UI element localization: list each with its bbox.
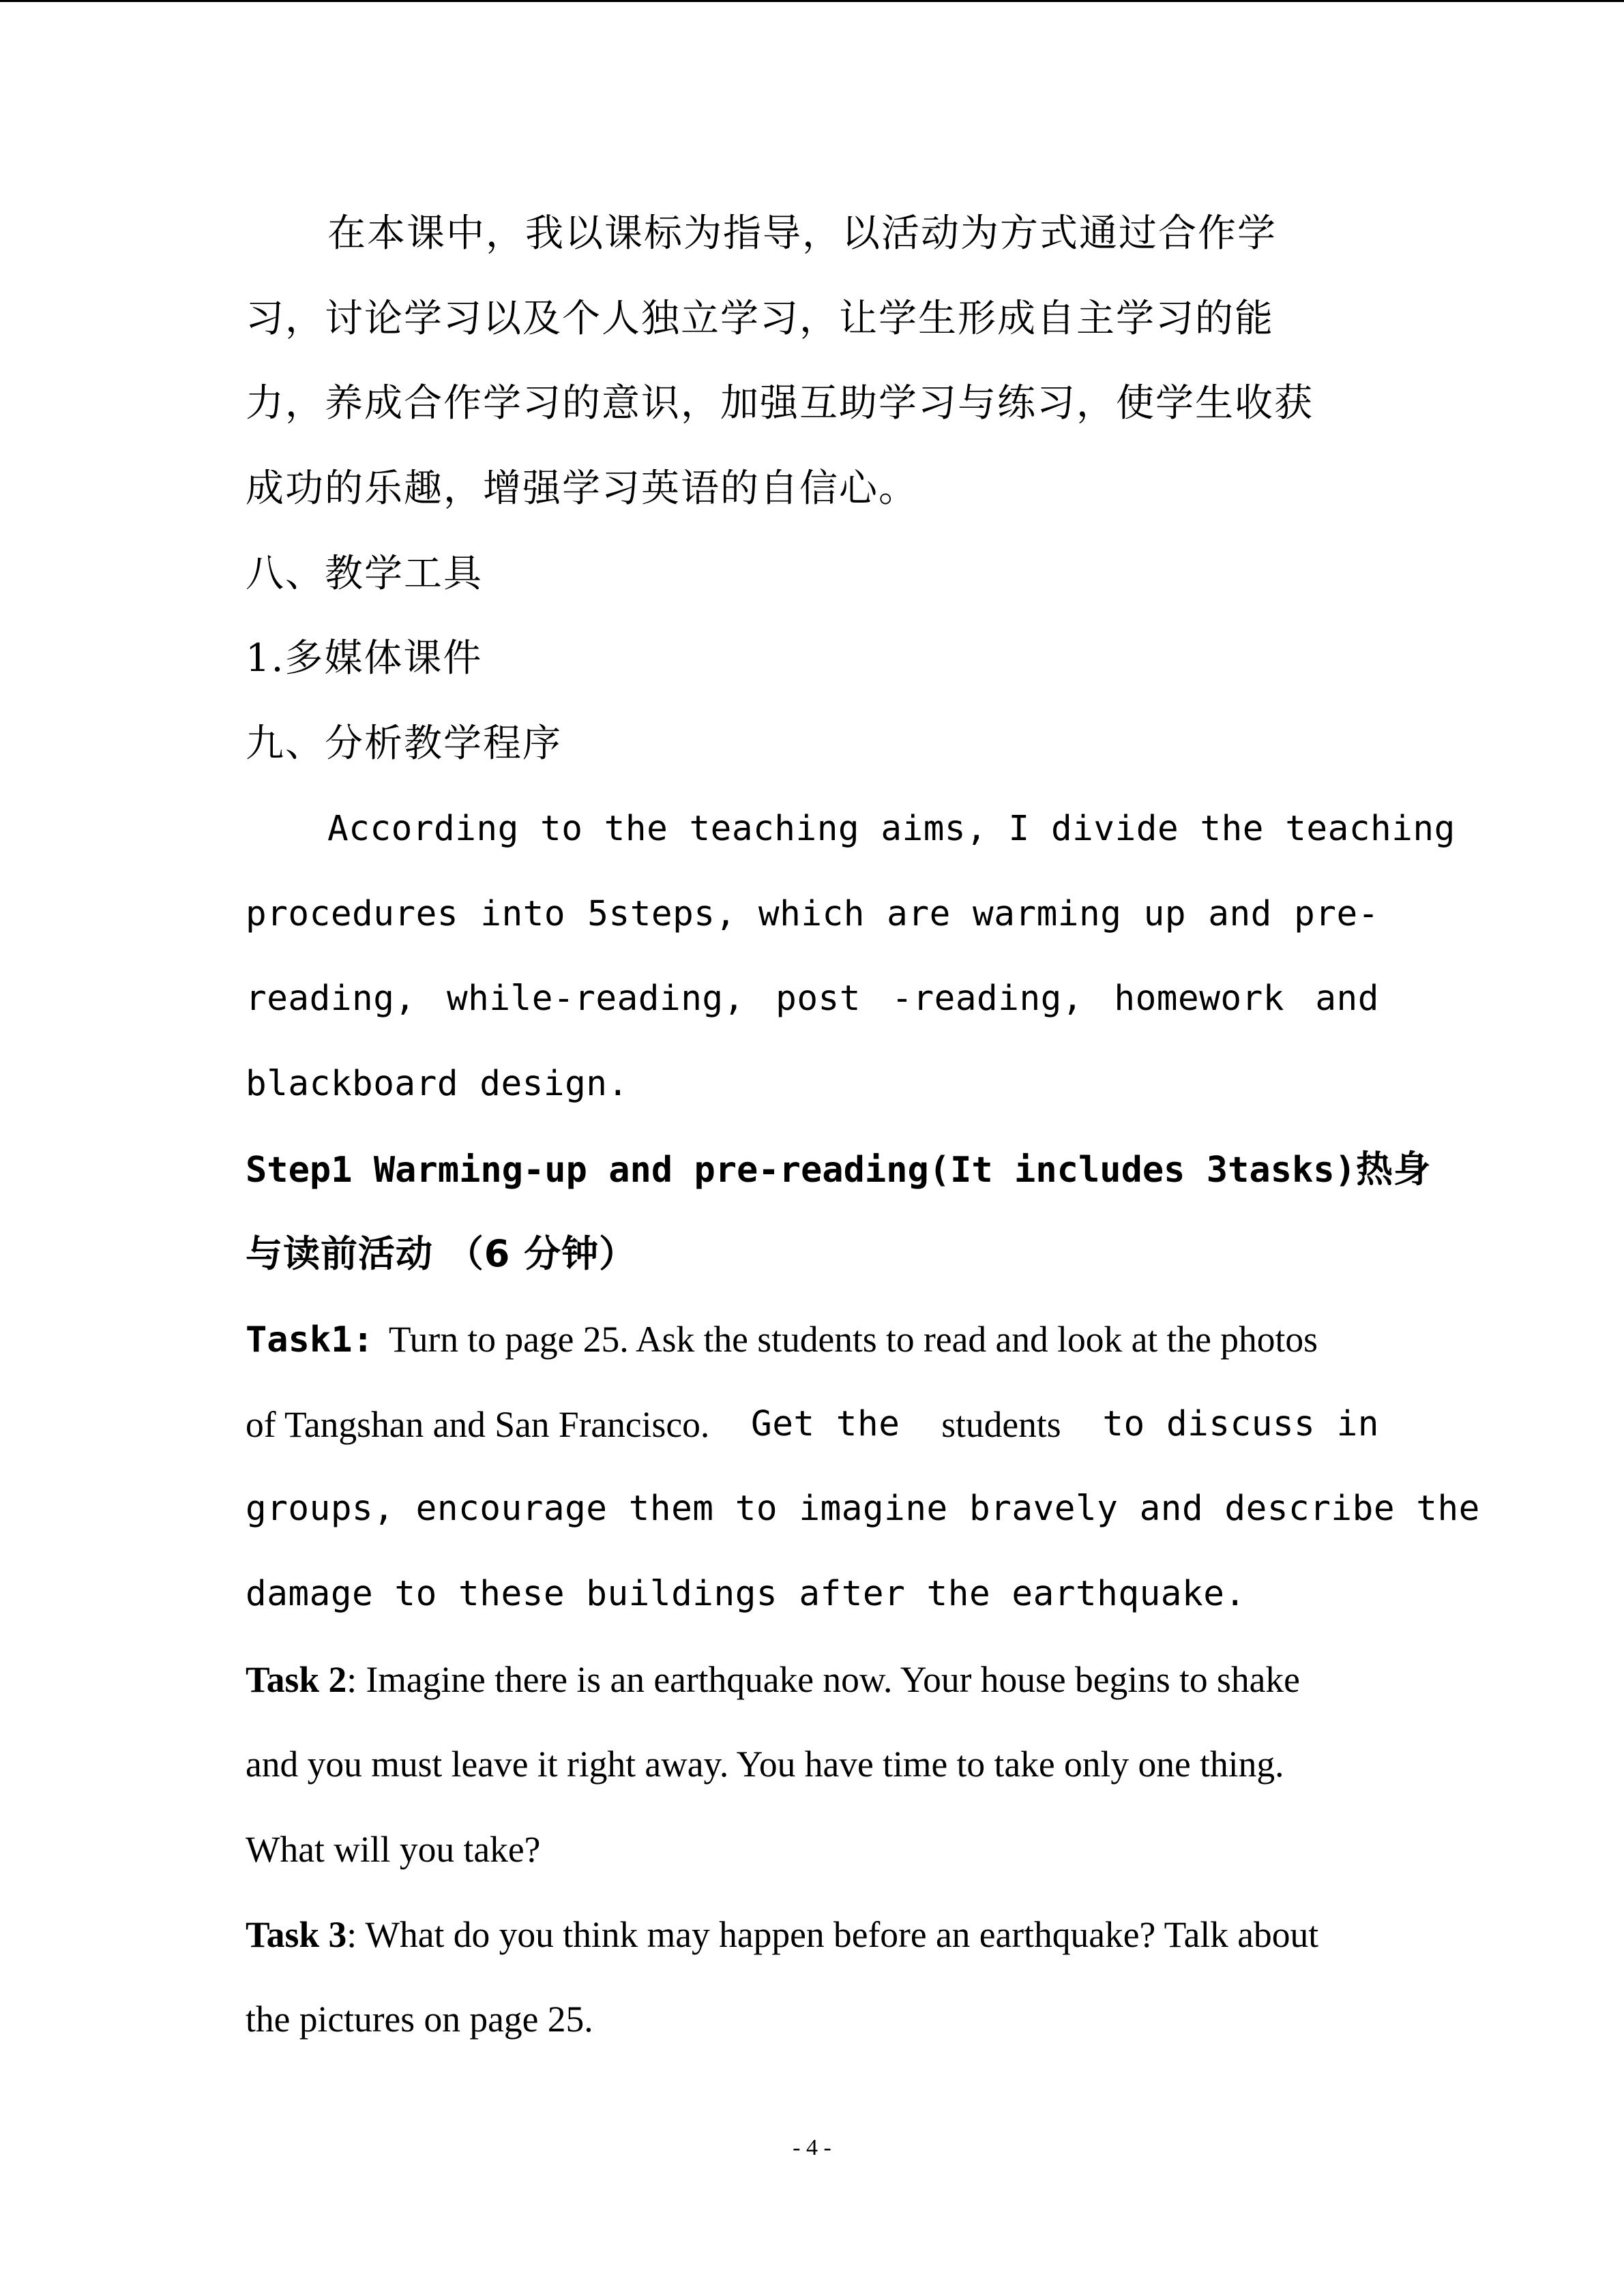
procedure-line-2 (246, 872, 1379, 957)
procedure-line-3 (246, 957, 1379, 1042)
page-content (246, 192, 1480, 2062)
word: procedures (246, 893, 459, 934)
task1-line-2-serif-b: students (941, 1403, 1061, 1445)
intro-line-3: 力，养成合作学习的意识，加强互助学习与练习，使学生收获 (246, 381, 1314, 426)
word: into (480, 893, 566, 934)
step1-heading-prefix: Step1 Warming-up and pre-reading(It includes 3tasks) (246, 1149, 1356, 1191)
procedure-line-1 (246, 787, 1456, 872)
word: warming (972, 893, 1122, 934)
word: 5steps, (587, 893, 737, 934)
word: up (1143, 893, 1187, 934)
task3-line-1 (246, 1892, 1379, 1978)
procedure-line-1-text: According to the teaching aims, I divide the teaching (327, 808, 1456, 849)
step1-heading-line-2: 与读前活动 （6 分钟） (246, 1232, 637, 1276)
section-9-heading: 九、分析教学程序 (246, 721, 562, 766)
task1-line-2-mono-a: Get the (750, 1403, 900, 1444)
word: post (776, 979, 861, 1019)
word: which (758, 893, 865, 934)
word: pre- (1294, 893, 1379, 934)
task3-line-2: the pictures on page 25. (246, 1999, 593, 2040)
task2-line-1-text: : Imagine there is an earthquake now. Your house begins to shake (346, 1658, 1300, 1700)
task2-line-3: What will you take? (246, 1829, 541, 1870)
word: reading, (246, 979, 416, 1019)
task3-line-1-text: : What do you think may happen before an earthquake? Talk about (346, 1913, 1319, 1955)
step1-heading-suffix: 热身 (1355, 1147, 1431, 1191)
task1-line-1-text: Turn to page 25. Ask the students to read and look at the photos (388, 1318, 1318, 1360)
task1-label: Task1: (246, 1319, 374, 1360)
task1-line-2 (246, 1382, 1379, 1467)
word: and (1208, 893, 1272, 934)
word: and (1315, 979, 1379, 1019)
task2-line-2: and you must leave it right away. You have time to take only one thing. (246, 1744, 1284, 1785)
word: are (887, 893, 951, 934)
intro-line-1: 在本课中，我以课标为指导，以活动为方式通过合作学 (327, 211, 1277, 256)
intro-line-2: 习，讨论学习以及个人独立学习，让学生形成自主学习的能 (246, 296, 1274, 341)
task2-line-1 (246, 1637, 1379, 1723)
task1-line-2-serif: of Tangshan and San Francisco. (246, 1403, 710, 1445)
word: while-reading, (446, 979, 745, 1019)
word: -reading, (891, 979, 1084, 1019)
task1-line-3: groups, encourage them to imagine bravely and describe the (246, 1489, 1480, 1530)
procedure-line-4: blackboard design. (246, 1063, 629, 1104)
section-8-item-1: 1.多媒体课件 (246, 636, 483, 681)
page-number: - 4 - (793, 2135, 831, 2160)
task2-label: Task 2 (246, 1658, 347, 1700)
word: homework (1114, 979, 1285, 1019)
task1-line-1 (246, 1297, 1379, 1382)
task1-line-4: damage to these buildings after the earthquake. (246, 1574, 1246, 1614)
intro-line-4: 成功的乐趣，增强学习英语的自信心。 (246, 466, 918, 511)
task3-label: Task 3 (246, 1913, 347, 1955)
task1-line-2-mono-c: to discuss in (1102, 1403, 1379, 1444)
section-8-heading: 八、教学工具 (246, 551, 483, 596)
step1-heading-line-1 (246, 1127, 1431, 1212)
